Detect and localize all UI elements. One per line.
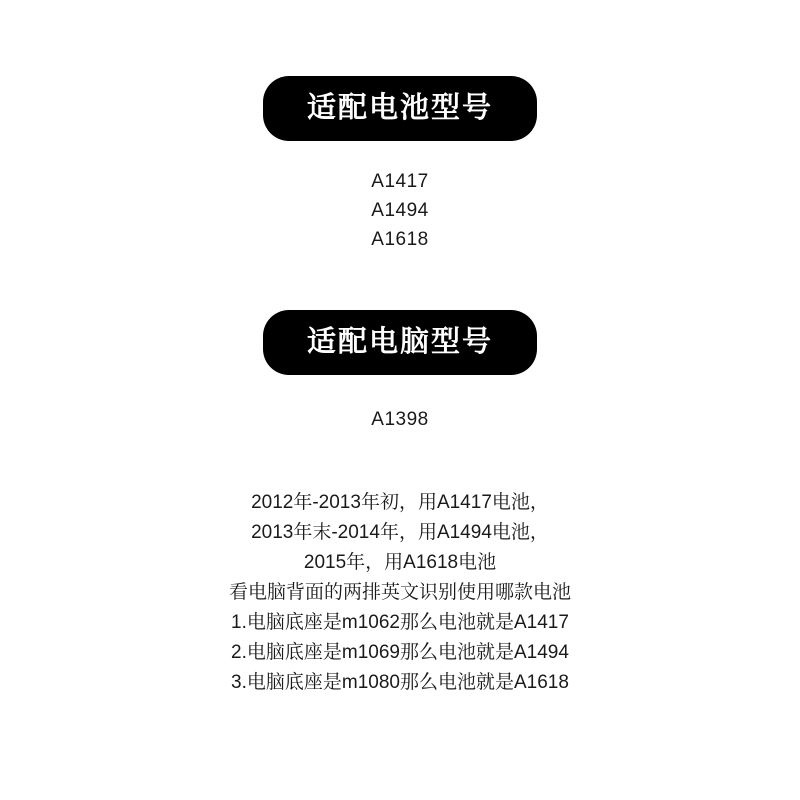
battery-model-list [371,167,428,254]
compatibility-notes [229,488,571,698]
computer-model-badge: 适配电脑型号 [263,310,537,375]
battery-model-item: A1494 [371,200,429,221]
computer-model-value: A1398 [371,409,429,430]
battery-model-item: A1618 [371,229,429,250]
battery-model-item: A1417 [371,171,429,192]
note-line: 3.电脑底座是m1080那么电池就是A1618 [231,672,569,693]
note-line: 2012年-2013年初，用A1417电池， [251,492,549,513]
note-line: 2015年，用A1618电池 [303,552,497,573]
note-line: 1.电脑底座是m1062那么电池就是A1417 [231,612,569,633]
note-line: 看电脑背面的两排英文识别使用哪款电池 [228,582,571,603]
battery-model-badge: 适配电池型号 [263,76,537,141]
note-line: 2.电脑底座是m1069那么电池就是A1494 [231,642,569,663]
note-line: 2013年末-2014年，用A1494电池， [251,522,549,543]
